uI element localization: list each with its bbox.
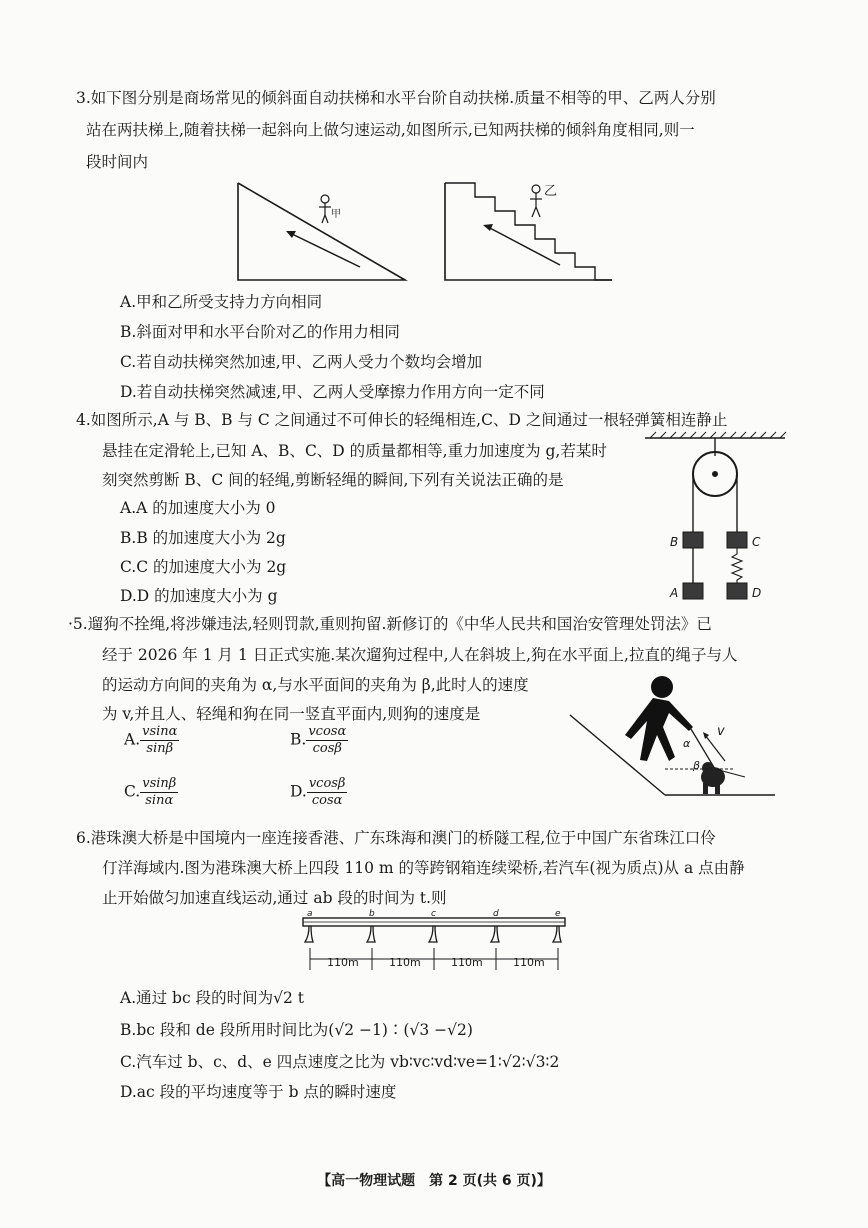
q4-stem-line-1: 4.如图所示,A 与 B、B 与 C 之间通过不可伸长的轻绳相连,C、D 之间通过一根轻弹簧相连静止	[76, 411, 728, 429]
q4-label-d: D	[752, 586, 762, 600]
q6-point-d: d	[493, 909, 499, 919]
q5-stem-line-2: 经于 2026 年 1 月 1 日正式实施.某次遛狗过程中,人在斜坡上,狗在水平面上,拉直的绳子与人	[102, 646, 738, 664]
q3-stem-line-2: 站在两扶梯上,随着扶梯一起斜向上做匀速运动,如图所示,已知两扶梯的倾斜角度相同,则一	[86, 121, 695, 139]
q6-span-ab: 110m	[327, 956, 359, 969]
q4-label-b: B	[670, 535, 679, 549]
q5-stem-line-1: ·5.遛狗不拴绳,将涉嫌违法,轻则罚款,重则拘留.新修订的《中华人民共和国治安管理处罚法》已	[68, 615, 712, 633]
q4-option-b[interactable]: B.B 的加速度大小为 2g	[120, 529, 286, 547]
q6-point-c: c	[431, 909, 436, 919]
q5-stem-line-3: 的运动方向间的夹角为 α,与水平面间的夹角为 β,此时人的速度	[102, 676, 529, 694]
q3-label-jia: 甲	[331, 209, 341, 220]
q4-option-d[interactable]: D.D 的加速度大小为 g	[120, 587, 278, 605]
q5-label-alpha: α	[683, 737, 691, 750]
q4-stem-line-2: 悬挂在定滑轮上,已知 A、B、C、D 的质量都相等,重力加速度为 g,若某时	[102, 442, 607, 460]
q3-label-yi: 乙	[544, 184, 558, 199]
q6-stem-line-1: 6.港珠澳大桥是中国境内一座连接香港、广东珠海和澳门的桥隧工程,位于中国广东省珠江口伶	[76, 829, 716, 847]
q6-bridge-figure	[295, 908, 575, 976]
q5-option-c[interactable]: C. $\frac{vsin\beta}{\sin\alpha}$	[124, 776, 177, 808]
q6-stem-line-2: 仃洋海域内.图为港珠澳大桥上四段 110 m 的等跨钢箱连续梁桥,若汽车(视为质点)从 a 点由静	[102, 859, 745, 877]
q4-stem-line-3: 刻突然剪断 B、C 间的轻绳,剪断轻绳的瞬间,下列有关说法正确的是	[102, 471, 564, 489]
q4-label-a: A	[670, 586, 679, 600]
q6-option-d[interactable]: D.ac 段的平均速度等于 b 点的瞬时速度	[120, 1083, 397, 1101]
q3-stem-line-1: 3.如下图分别是商场常见的倾斜面自动扶梯和水平台阶自动扶梯.质量不相等的甲、乙两人分别	[76, 89, 716, 107]
q5-dog-walking-figure	[565, 665, 780, 805]
q6-span-bc: 110m	[389, 956, 421, 969]
q6-point-b: b	[369, 909, 375, 919]
q5-option-b[interactable]: B. $\frac{vcos\alpha}{\cos\beta}$	[290, 724, 347, 756]
q5-option-a[interactable]: A. $\frac{vsin\alpha}{\sin\beta}$	[124, 724, 178, 756]
q5-stem-line-4: 为 v,并且人、轻绳和狗在同一竖直平面内,则狗的速度是	[102, 705, 481, 723]
q3-stem-line-3: 段时间内	[86, 153, 149, 171]
q5-label-v: v	[717, 724, 725, 739]
q6-point-a: a	[307, 909, 313, 919]
q3-option-a[interactable]: A.甲和乙所受支持力方向相同	[120, 293, 323, 311]
q6-option-c[interactable]: C.汽车过 b、c、d、e 四点速度之比为 vb∶vc∶vd∶ve=1∶√2∶√3∶2	[120, 1053, 560, 1071]
q6-option-b[interactable]: B.bc 段和 de 段所用时间比为(√2 −1)∶(√3 −√2)	[120, 1021, 473, 1039]
q4-option-c[interactable]: C.C 的加速度大小为 2g	[120, 558, 287, 576]
q3-option-c[interactable]: C.若自动扶梯突然加速,甲、乙两人受力个数均会增加	[120, 353, 483, 371]
q3-option-d[interactable]: D.若自动扶梯突然减速,甲、乙两人受摩擦力作用方向一定不同	[120, 383, 545, 401]
q5-option-d[interactable]: D. $\frac{vcos\beta}{\cos\alpha}$	[290, 776, 346, 808]
q4-label-c: C	[752, 535, 761, 549]
q6-stem-line-3: 止开始做匀加速直线运动,通过 ab 段的时间为 t.则	[102, 889, 447, 907]
q4-option-a[interactable]: A.A 的加速度大小为 0	[120, 499, 276, 517]
q3-escalator-figure	[230, 175, 630, 285]
page-footer: 【高一物理试题 第 2 页(共 6 页)】	[317, 1173, 551, 1189]
q6-span-cd: 110m	[451, 956, 483, 969]
q6-option-a[interactable]: A.通过 bc 段的时间为√2 t	[120, 989, 304, 1007]
q3-option-b[interactable]: B.斜面对甲和水平台阶对乙的作用力相同	[120, 323, 400, 341]
q6-span-de: 110m	[513, 956, 545, 969]
q4-pulley-figure	[640, 428, 790, 608]
q6-point-e: e	[555, 909, 561, 919]
q5-label-beta: β	[693, 759, 701, 772]
